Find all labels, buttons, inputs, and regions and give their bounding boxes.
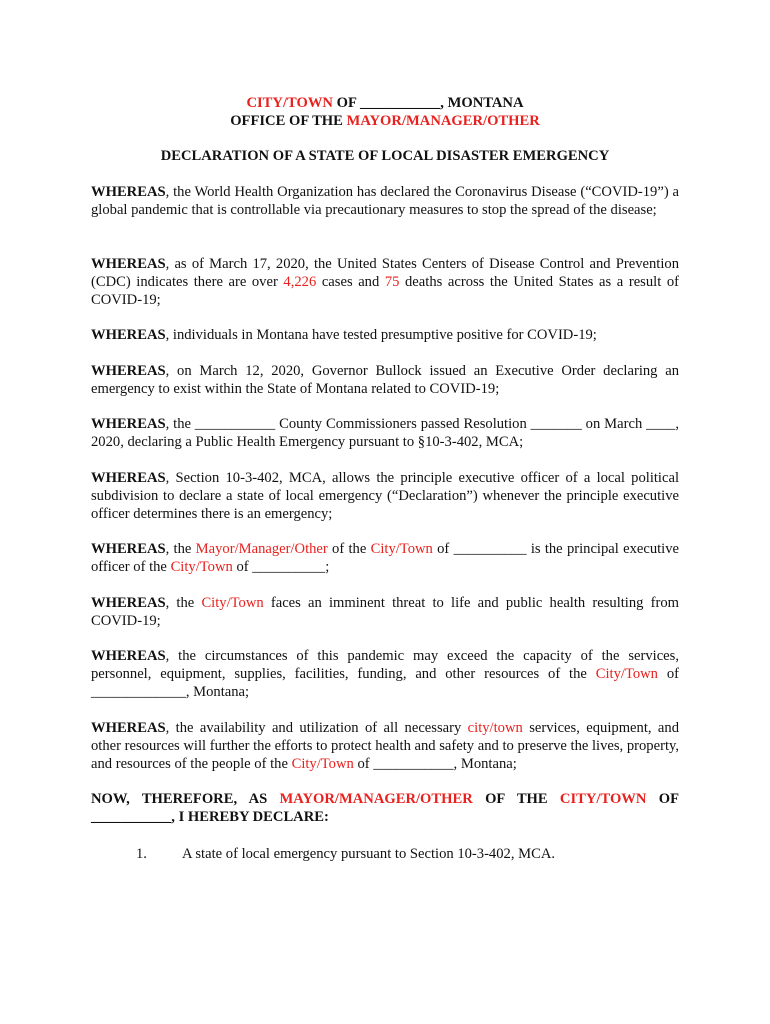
header-city-line	[91, 94, 679, 112]
mayor-placeholder: MAYOR/MANAGER/OTHER	[279, 791, 473, 807]
whereas-paragraph-5	[91, 415, 679, 451]
whereas-label: WHEREAS	[91, 184, 166, 200]
city-town-placeholder: City/Town	[170, 559, 233, 575]
whereas-paragraph-9	[91, 647, 679, 701]
header-office-line	[91, 112, 679, 130]
header-city-line-rest: OF ___________, MONTANA	[332, 95, 524, 111]
paragraph-text: , individuals in Montana have tested presumptive positive for COVID-19;	[165, 327, 597, 343]
city-town-placeholder: city/town	[467, 720, 523, 736]
whereas-label: WHEREAS	[91, 541, 166, 557]
paragraph-text: , the	[165, 541, 196, 557]
item-number: 1.	[136, 846, 147, 862]
whereas-label: WHEREAS	[91, 256, 166, 272]
city-town-placeholder: CITY/TOWN	[246, 95, 333, 111]
paragraph-text: , as of March 17, 2020, the United States Centers of Disease Control and Prevention (CDC) indicates there are over	[91, 256, 679, 290]
whereas-label: WHEREAS	[91, 327, 166, 343]
header-office-prefix: OFFICE OF THE	[230, 113, 347, 129]
paragraph-text: faces an imminent threat to life and public health resulting from COVID-19;	[91, 595, 679, 629]
city-town-placeholder: CITY/TOWN	[559, 791, 647, 807]
whereas-paragraph-3	[91, 326, 679, 344]
paragraph-text: cases and	[316, 274, 385, 290]
office-placeholder: MAYOR/MANAGER/OTHER	[346, 113, 540, 129]
declaration-text: OF THE	[472, 791, 560, 807]
deaths-count: 75	[384, 274, 400, 290]
declaration-text: OF ___________, I HEREBY DECLARE:	[91, 791, 679, 825]
whereas-paragraph-2	[91, 255, 679, 309]
paragraph-text: , the ___________ County Commissioners passed Resolution _______ on March ____, 2020, declaring a Public Health Emergency pursuant to §10-3-402, MCA;	[91, 416, 679, 450]
paragraph-text: , the	[165, 595, 202, 611]
paragraph-text: , Section 10-3-402, MCA, allows the principle executive officer of a local political subdivision to declare a state of local emergency (“Declaration”) whenever the principle executive officer determines there is an emergency;	[91, 470, 679, 522]
paragraph-text: , on March 12, 2020, Governor Bullock issued an Executive Order declaring an emergency to exist within the State of Montana related to COVID-19;	[91, 363, 679, 397]
document-title: DECLARATION OF A STATE OF LOCAL DISASTER EMERGENCY	[160, 148, 610, 164]
declaration-statement	[91, 790, 679, 826]
paragraph-text: deaths across the United States as a result of COVID-19;	[91, 274, 680, 308]
whereas-label: WHEREAS	[91, 416, 166, 432]
paragraph-text: , the circumstances of this pandemic may exceed the capacity of the services, personnel, equipment, supplies, facilities, funding, and other resources of the	[91, 648, 679, 682]
city-town-placeholder: City/Town	[201, 595, 264, 611]
city-town-placeholder: City/Town	[291, 756, 354, 772]
paragraph-text: , the World Health Organization has declared the Coronavirus Disease (“COVID-19”) a global pandemic that is controllable via precautionary measures to stop the spread of the disease;	[91, 184, 679, 218]
city-town-placeholder: City/Town	[370, 541, 433, 557]
declaration-text: NOW, THEREFORE, AS	[91, 791, 280, 807]
city-town-placeholder: City/Town	[595, 666, 658, 682]
whereas-paragraph-1	[91, 183, 679, 219]
whereas-paragraph-6	[91, 469, 679, 523]
whereas-label: WHEREAS	[91, 648, 166, 664]
item-text: A state of local emergency pursuant to Section 10-3-402, MCA.	[182, 846, 556, 862]
paragraph-text: of _____________, Montana;	[91, 666, 679, 700]
whereas-paragraph-10	[91, 719, 679, 773]
whereas-paragraph-7	[91, 540, 679, 576]
paragraph-text: services, equipment, and other resources will further the efforts to protect health and safety and to preserve the lives, property, and resources of the people of the	[91, 720, 679, 772]
paragraph-text: of __________ is the principal executive officer of the	[91, 541, 680, 575]
whereas-paragraph-8	[91, 594, 679, 630]
whereas-label: WHEREAS	[91, 363, 166, 379]
whereas-label: WHEREAS	[91, 470, 166, 486]
mayor-placeholder: Mayor/Manager/Other	[195, 541, 328, 557]
paragraph-text: , the availability and utilization of all necessary	[165, 720, 468, 736]
paragraph-text: of __________;	[232, 559, 330, 575]
whereas-paragraph-4	[91, 362, 679, 398]
whereas-label: WHEREAS	[91, 595, 166, 611]
paragraph-text: of the	[327, 541, 371, 557]
whereas-label: WHEREAS	[91, 720, 166, 736]
cases-count: 4,226	[283, 274, 317, 290]
paragraph-text: of ___________, Montana;	[353, 756, 517, 772]
